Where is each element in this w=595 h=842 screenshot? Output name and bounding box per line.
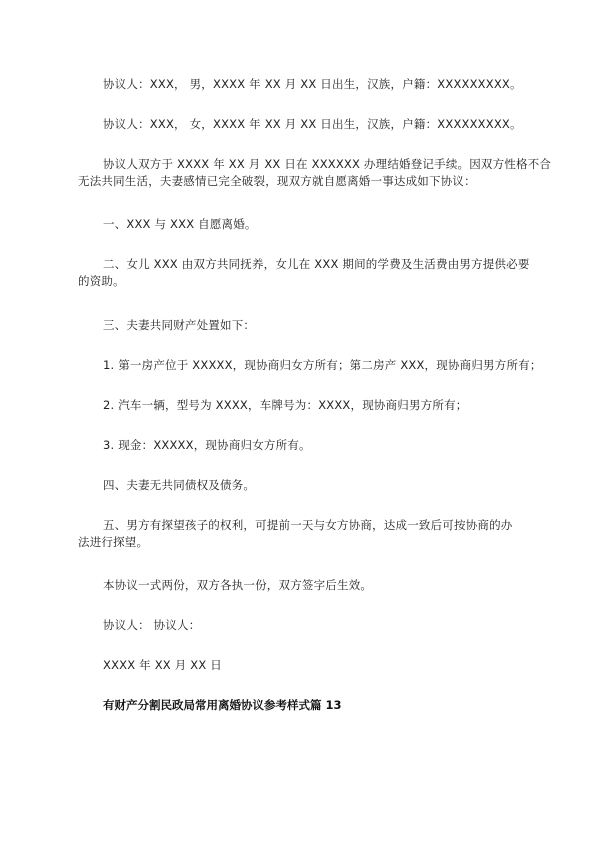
party-b-info: 协议人：XXX， 女，XXXX 年 XX 月 XX 日出生，汉族，户籍：XXXXXXXXX。	[103, 117, 522, 131]
intro-paragraph	[78, 156, 552, 190]
clause-1: 一、XXX 与 XXX 自愿离婚。	[103, 217, 257, 231]
property-item-1: 1. 第一房产位于 XXXXX，现协商归女方所有；第二房产 XXX，现协商归男方所有；	[103, 358, 542, 372]
clause-2	[78, 256, 530, 290]
intro-line-2: 无法共同生活，夫妻感情已完全破裂，现双方就自愿离婚一事达成如下协议：	[78, 174, 476, 188]
intro-line-1: 协议人双方于 XXXX 年 XX 月 XX 日在 XXXXXX 办理结婚登记手续。因双方性格不合	[103, 157, 552, 171]
property-item-2: 2. 汽车一辆，型号为 XXXX，车牌号为：XXXX，现协商归男方所有；	[103, 398, 468, 412]
signature-line: 协议人： 协议人：	[103, 618, 201, 632]
property-item-3: 3. 现金：XXXXX，现协商归女方所有。	[103, 438, 311, 452]
clause-5-line-1: 五、男方有探望孩子的权利，可提前一天与女方协商，达成一致后可按协商的办	[103, 518, 513, 532]
clause-5	[78, 517, 523, 551]
clause-4: 四、夫妻无共同债权及债务。	[103, 478, 256, 492]
clause-2-line-2: 的资助。	[78, 274, 125, 288]
section-heading: 有财产分割民政局常用离婚协议参考样式篇 13	[103, 698, 342, 712]
clause-5-line-2: 法进行探望。	[78, 535, 149, 549]
closing-statement: 本协议一式两份，双方各执一份，双方签字后生效。	[103, 578, 373, 592]
clause-2-line-1: 二、女儿 XXX 由双方共同抚养，女儿在 XXX 期间的学费及生活费由男方提供必要	[103, 257, 530, 271]
clause-3: 三、夫妻共同财产处置如下：	[103, 318, 256, 332]
party-a-info: 协议人：XXX， 男，XXXX 年 XX 月 XX 日出生，汉族，户籍：XXXXXXXXX。	[103, 77, 522, 91]
date-line: XXXX 年 XX 月 XX 日	[103, 658, 223, 672]
